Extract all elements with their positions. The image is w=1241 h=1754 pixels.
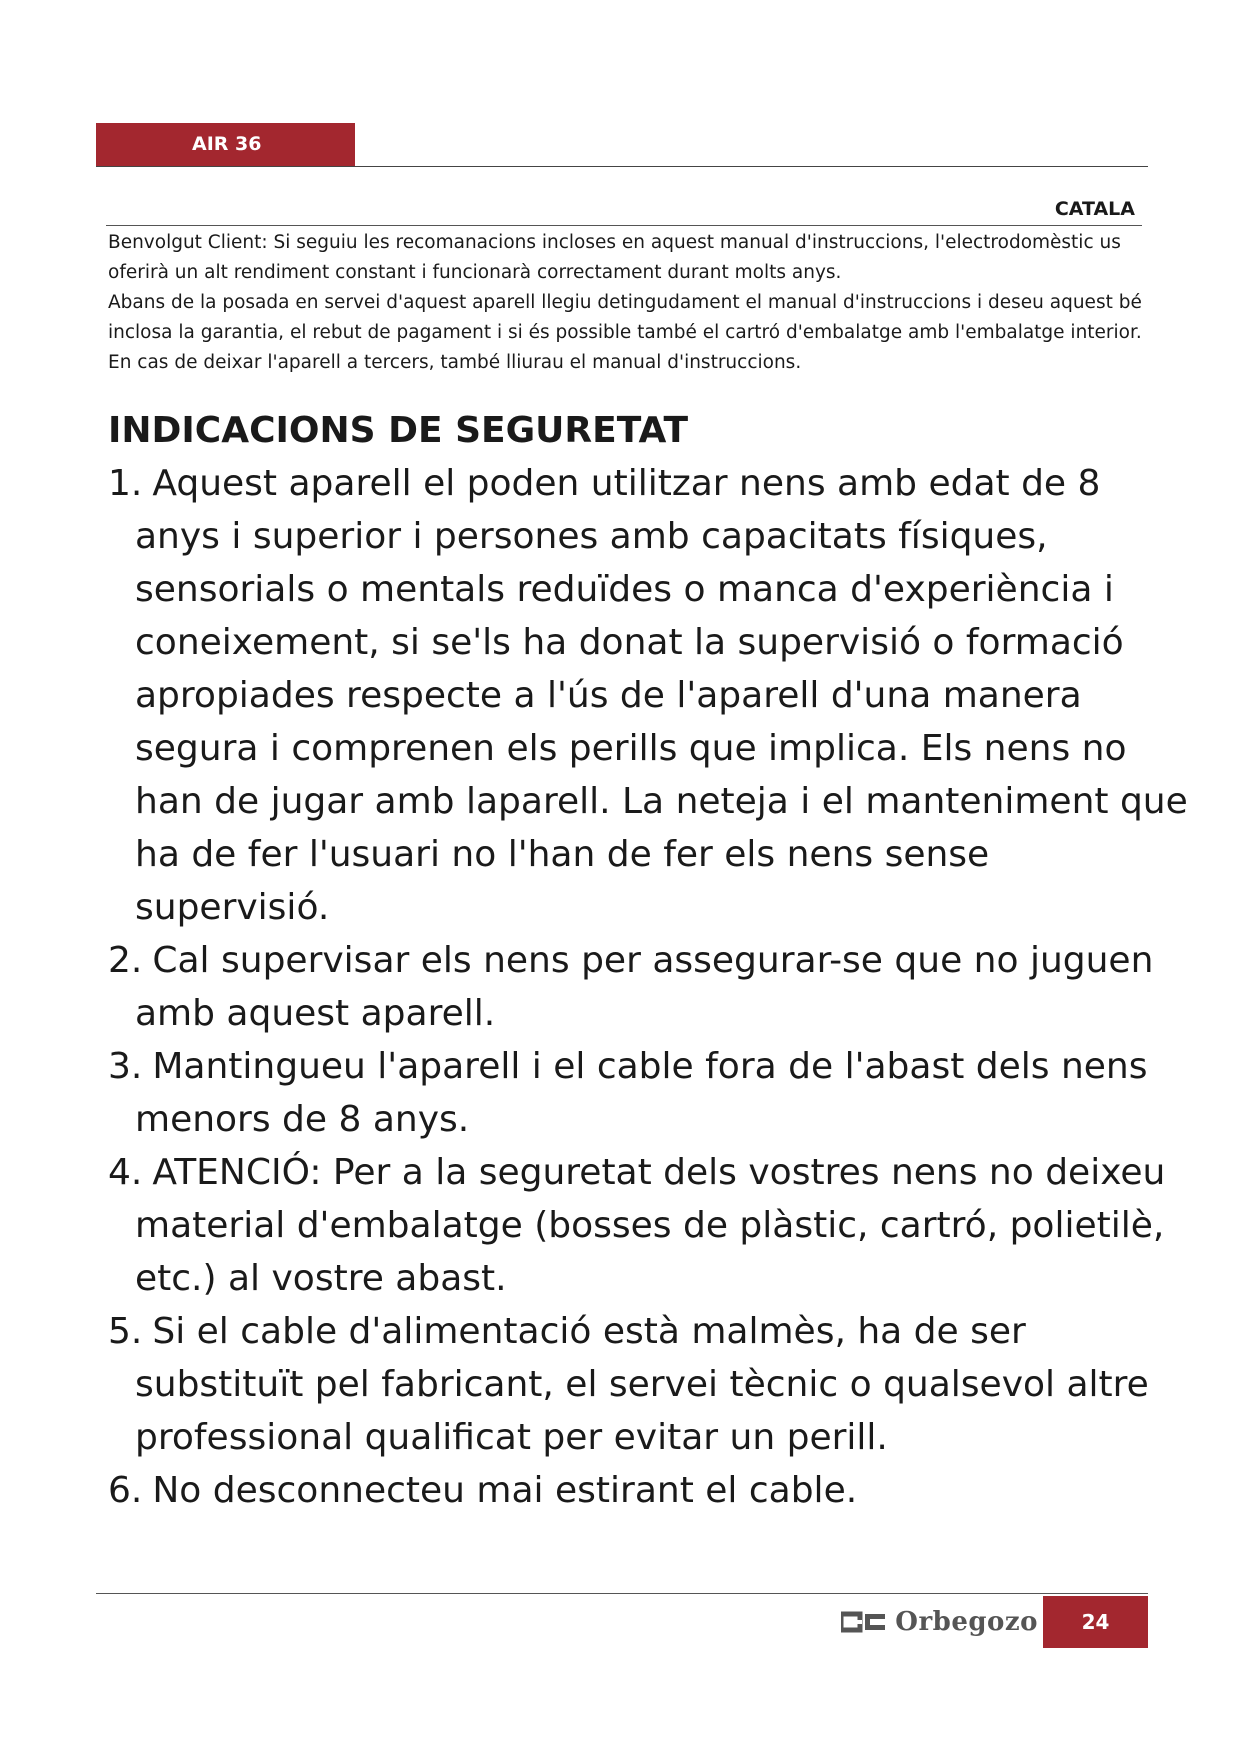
- item-text: Aquest aparell el poden utilitzar nens amb edat de 8 anys i superior i persones amb capacitats físiques, sensorials o mentals reduïdes o manca d'experiència i coneixement, si se'ls ha donat la supervisió o formació apropiades respecte a l'ús de l'aparell d'una manera segura i comprenen els perills que implica. Els nens no han de jugar amb laparell. La neteja i el manteniment que ha de fer l'usuari no l'han de fer els nens sense supervisió.: [135, 463, 1188, 928]
- item-number: 4.: [108, 1152, 143, 1193]
- item-text: Mantingueu l'aparell i el cable fora de l'abast dels nens menors de 8 anys.: [135, 1046, 1148, 1140]
- list-item: [108, 457, 1188, 934]
- list-item: [108, 934, 1188, 1040]
- item-number: 5.: [108, 1311, 143, 1352]
- item-number: 1.: [108, 463, 143, 504]
- language-divider: [106, 225, 1142, 226]
- item-number: 2.: [108, 940, 143, 981]
- list-item: [108, 1146, 1188, 1305]
- page-number: 24: [1043, 1596, 1148, 1648]
- brand-logo: [838, 1596, 1038, 1648]
- section-title: INDICACIONS DE SEGURETAT: [108, 410, 689, 451]
- safety-list: [108, 457, 1188, 1517]
- intro-paragraph-2: Abans de la posada en servei d'aquest aparell llegiu detingudament el manual d'instruccions i deseu aquest bé inclosa la garantia, el rebut de pagament i si és possible també el cartró d'embalatge amb l'embalatge interior. En cas de deixar l'aparell a tercers, també lliurau el manual d'instruccions.: [108, 292, 1142, 373]
- item-number: 3.: [108, 1046, 143, 1087]
- item-text: ATENCIÓ: Per a la seguretat dels vostres nens no deixeu material d'embalatge (bosses de plàstic, cartró, polietilè, etc.) al vostre abast.: [135, 1152, 1166, 1299]
- item-text: Si el cable d'alimentació està malmès, ha de ser substituït pel fabricant, el servei tècnic o qualsevol altre professional qualificat per evitar un perill.: [135, 1311, 1149, 1458]
- model-name: AIR 36: [192, 133, 262, 155]
- item-number: 6.: [108, 1470, 143, 1511]
- brand-name: Orbegozo: [895, 1607, 1038, 1637]
- list-item: [108, 1464, 1188, 1517]
- model-tab: [96, 123, 355, 166]
- intro-paragraph-1: Benvolgut Client: Si seguiu les recomanacions incloses en aquest manual d'instruccions, l'electrodomèstic us oferirà un alt rendiment constant i funcionarà correctament durant molts anys.: [108, 232, 1121, 283]
- item-text: Cal supervisar els nens per assegurar-se que no juguen amb aquest aparell.: [135, 940, 1154, 1034]
- list-item: [108, 1040, 1188, 1146]
- brand-logo-icon: [841, 1611, 885, 1633]
- header-divider: [96, 166, 1148, 167]
- language-label: CATALA: [1054, 198, 1135, 220]
- list-item: [108, 1305, 1188, 1464]
- intro-text: [108, 228, 1144, 378]
- footer-divider: [96, 1593, 1148, 1594]
- item-text: No desconnecteu mai estirant el cable.: [152, 1470, 858, 1511]
